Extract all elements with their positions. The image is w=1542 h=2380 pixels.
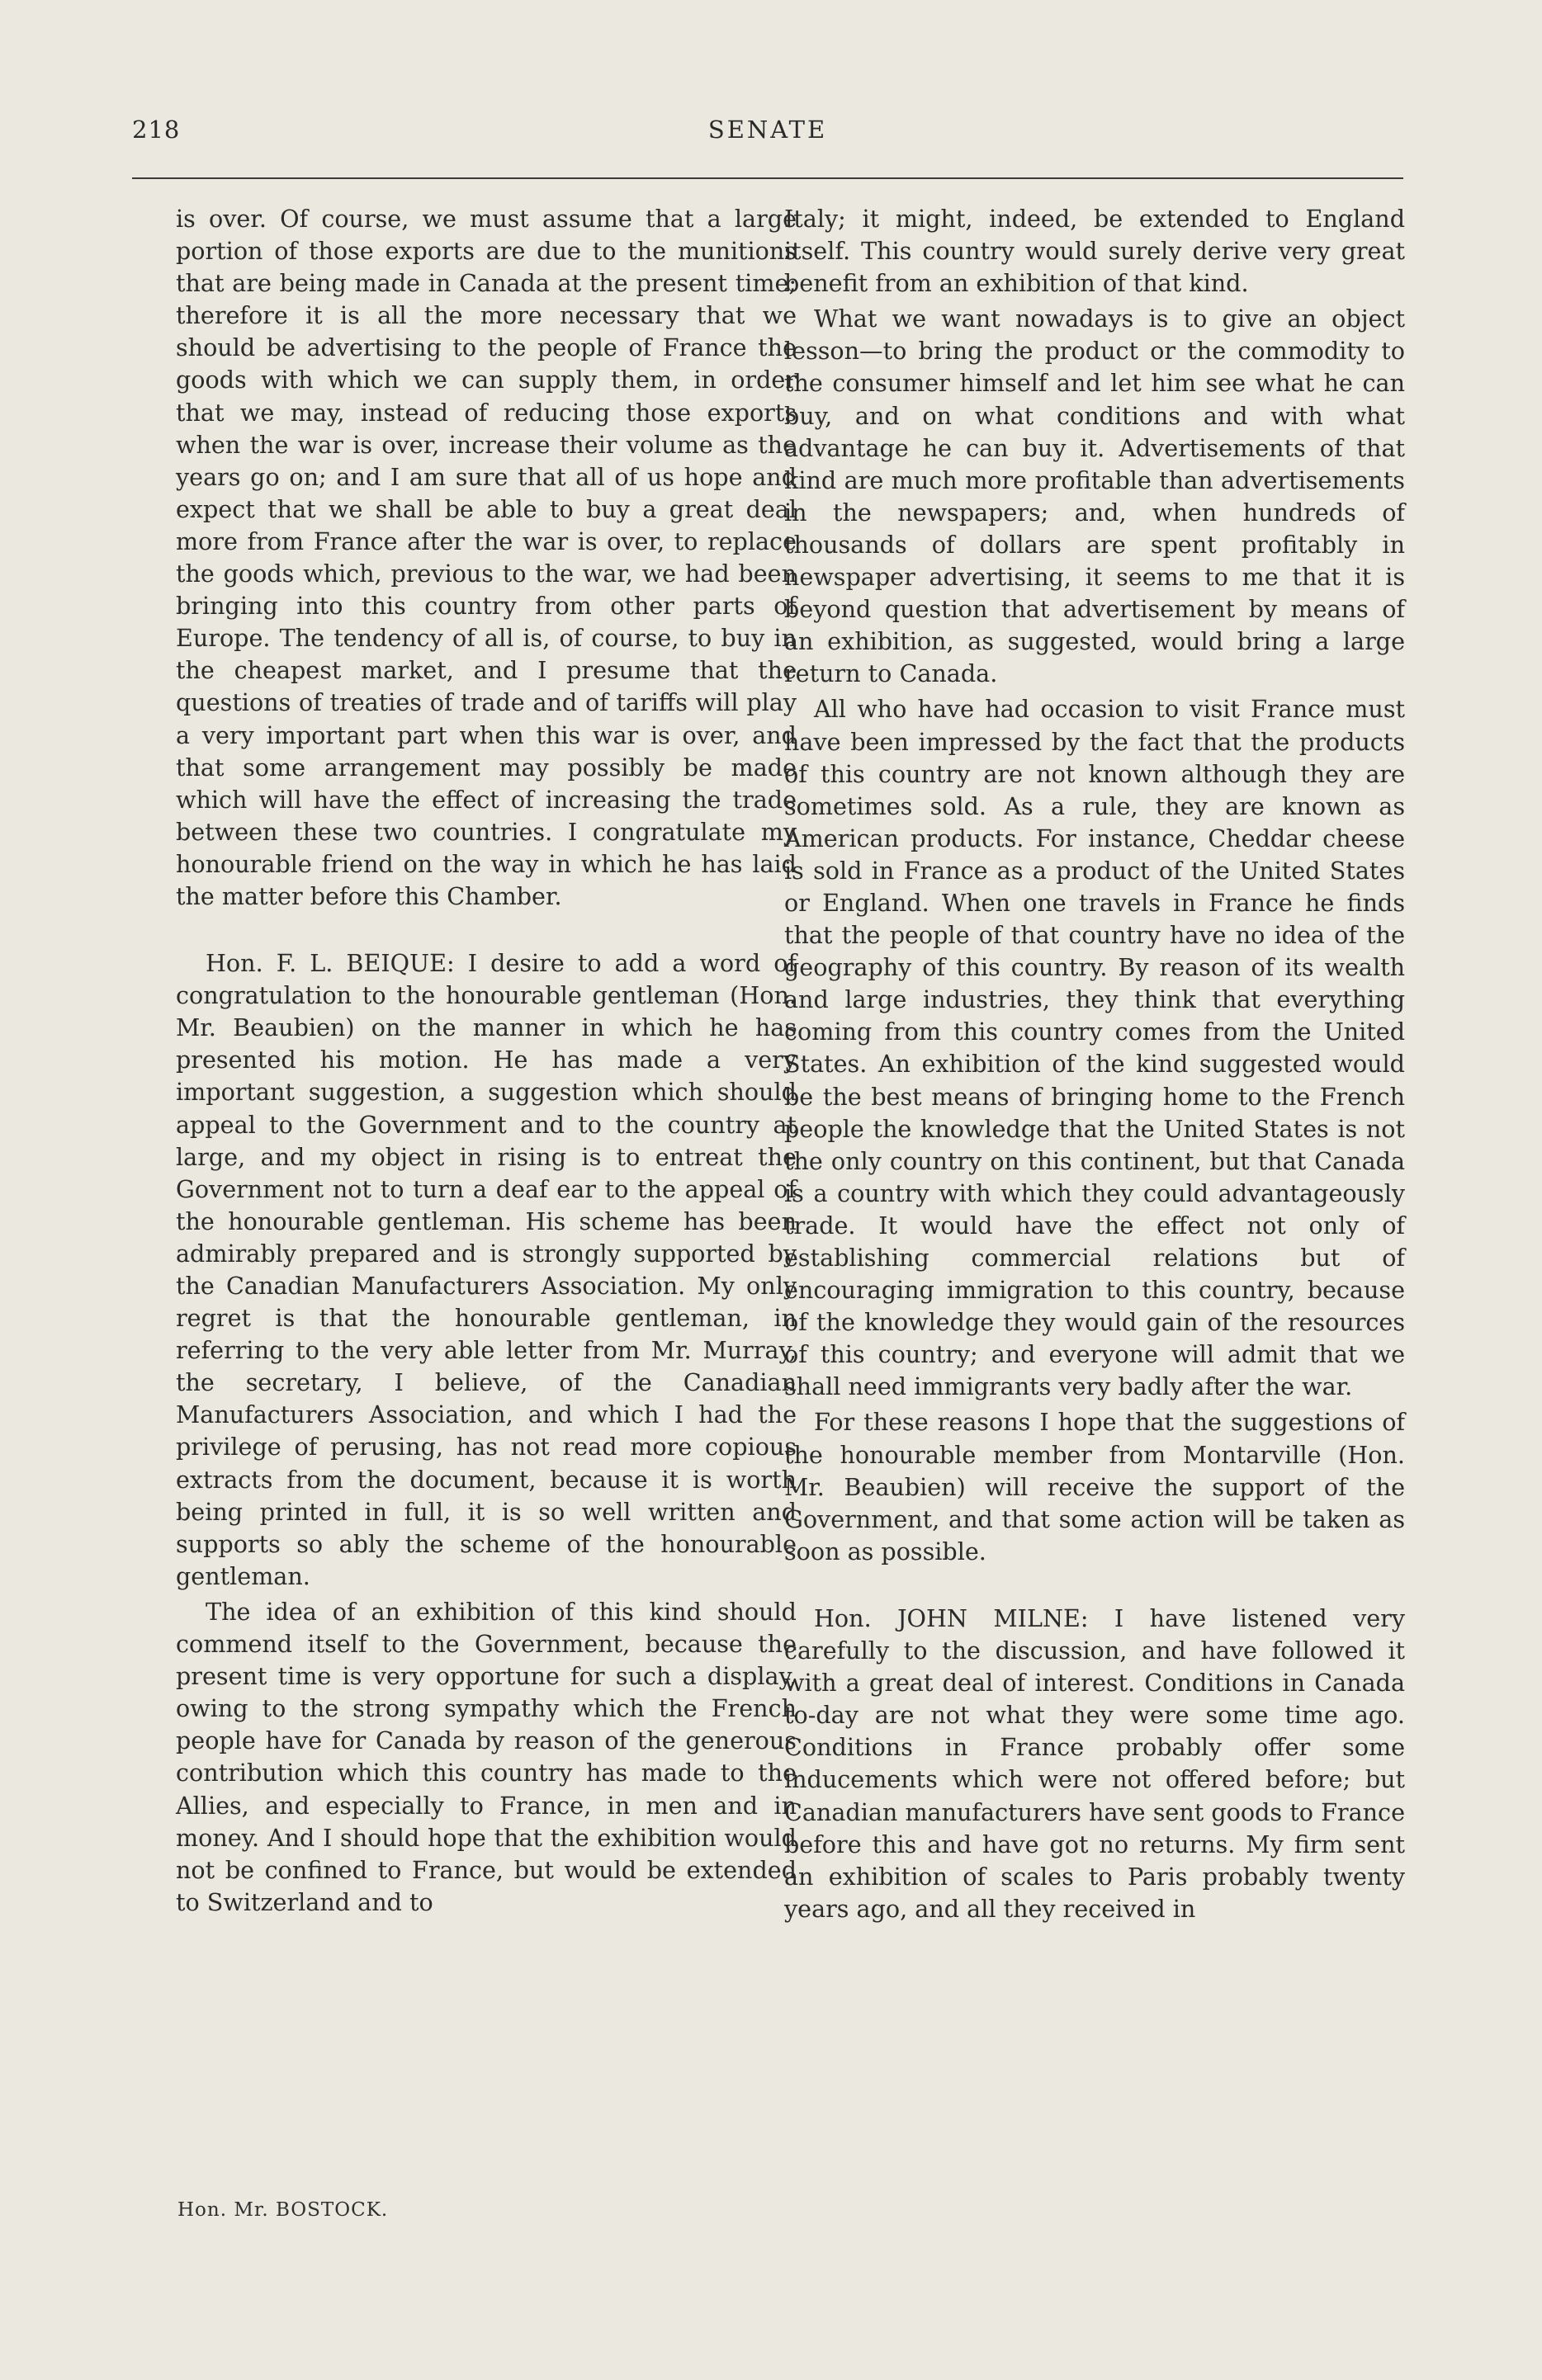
paragraph: The idea of an exhibition of this kind should commend itself to the Government, because the present time is very opportune for such a display, owing to the strong sympathy which the French people have for Canada by reason of the generous contribution which this country has made to the Allies, and especially to France, in men and in money. And I should hope that the exhibition would not be confined to France, but would be extended to Switzerland and to: [176, 1597, 797, 1916]
page-header: [132, 116, 1403, 157]
paragraph: For these reasons I hope that the suggestions of the honourable member from Montarville (Hon. Mr. Beaubien) will receive the support of the Government, and that some action will be taken as soon as possible.: [784, 1408, 1405, 1565]
paragraph-milne-speech: Hon. JOHN MILNE: I have listened very carefully to the discussion, and have followed it with a great deal of interest. Conditions in Canada to-day are not what they were some time ago. Conditions in France probably offer some inducements which were not offered before; but Canadian manufacturers have sent goods to France before this and have got no returns. My firm sent an exhibition of scales to Paris probably twenty years ago, and all they received in: [784, 1603, 1405, 1923]
right-column: [784, 203, 1405, 1925]
footer-speaker-note: Hon. Mr. BOSTOCK.: [177, 2199, 389, 2221]
page-number: 218: [132, 116, 181, 144]
paragraph: All who have had occasion to visit France must have been impressed by the fact that the products of this country are not known although they are sometimes sold. As a rule, they are known as American products. For instance, Cheddar cheese is sold in France as a product of the United States or England. When one travels in France he finds that the people of that country have no idea of the geography of this country. By reason of its wealth and large industries, they think that everything coming from this country comes from the United States. An exhibition of the kind suggested would be the best means of bringing home to the French people the knowledge that the United States is not the only country on this continent, but that Canada is a country with which they could advantageously trade. It would have the effect not only of establishing commercial relations but of encouraging immigration to this country, because of the knowledge they would gain of the resources of this country; and everyone will admit that we shall need immigrants very badly after the war.: [784, 695, 1405, 1401]
paragraph-beique-speech: Hon. F. L. BEIQUE: I desire to add a word of congratulation to the honourable gentleman (Hon. Mr. Beaubien) on the manner in which he has presented his motion. He has made a very important suggestion, a suggestion which should appeal to the Government and to the country at large, and my object in rising is to entreat the Government not to turn a deaf ear to the appeal of the honourable gentleman. His scheme has been admirably prepared and is strongly supported by the Canadian Manufacturers Association. My only regret is that the honourable gentleman, in referring to the very able letter from Mr. Murray, the secretary, I believe, of the Canadian Manufacturers Association, and which I had the privilege of perusing, has not read more copious extracts from the document, because it is worth being printed in full, it is so well written and supports so ably the scheme of the honourable gentleman.: [176, 949, 797, 1590]
header-rule: [132, 177, 1403, 179]
left-column: [176, 203, 797, 1919]
running-title: SENATE: [707, 116, 828, 144]
paragraph: is over. Of course, we must assume that a large portion of those exports are due to the munitions that are being made in Canada at the present time; therefore it is all the more necessary that we should be advertising to the people of France the goods with which we can supply them, in order that we may, instead of reducing those exports when the war is over, increase their volume as the years go on; and I am sure that all of us hope and expect that we shall be able to buy a great deal more from France after the war is over, to replace the goods which, previous to the war, we had been bringing into this country from other parts of Europe. The tendency of all is, of course, to buy in the cheapest market, and I presume that the questions of treaties of trade and of tariffs will play a very important part when this war is over, and that some arrangement may possibly be made which will have the effect of increasing the trade between these two countries. I congratulate my honourable friend on the way in which he has laid the matter before this Chamber.: [176, 205, 797, 910]
paragraph: What we want nowadays is to give an object lesson—to bring the product or the commodity to the consumer himself and let him see what he can buy, and on what conditions and with what advantage he can buy it. Advertisements of that kind are much more profitable than advertisements in the newspapers; and, when hundreds of thousands of dollars are spent profitably in newspaper advertising, it seems to me that it is beyond question that advertisement by means of an exhibition, as suggested, would bring a large return to Canada.: [784, 305, 1405, 688]
paragraph: Italy; it might, indeed, be extended to England itself. This country would surely derive very great benefit from an exhibition of that kind.: [784, 205, 1405, 298]
